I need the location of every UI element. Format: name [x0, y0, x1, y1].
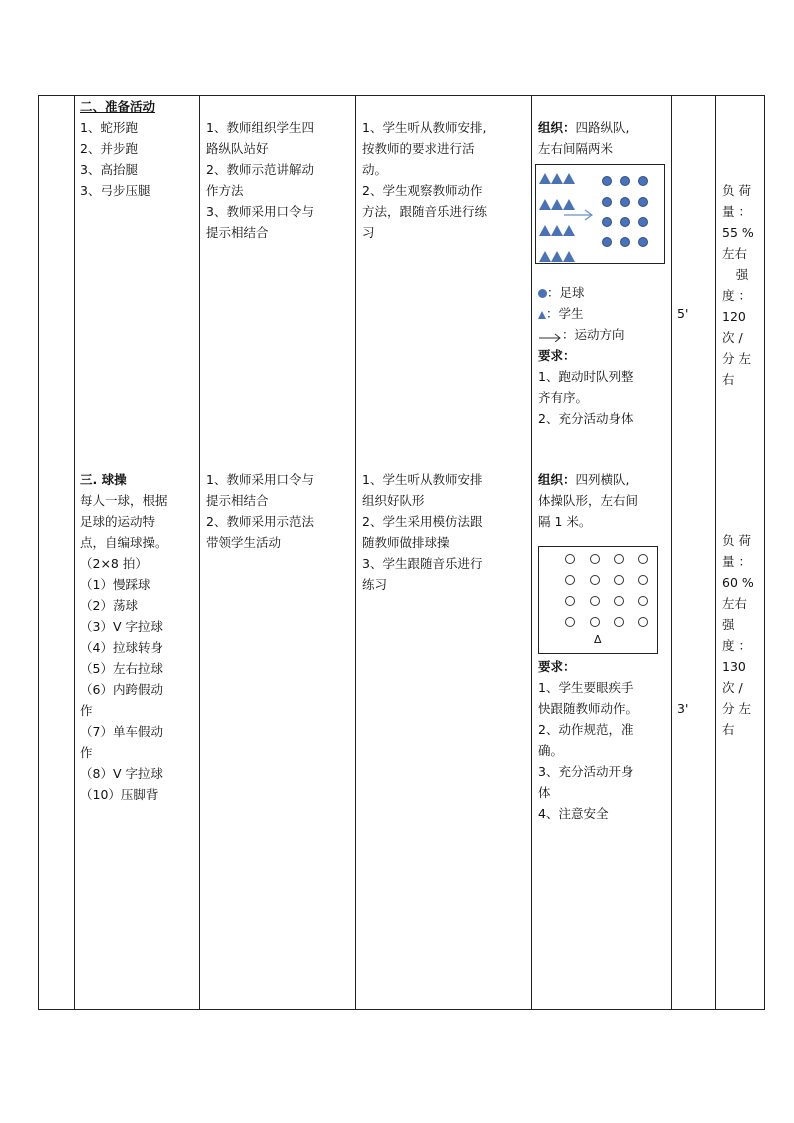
text-line: 分 左	[722, 351, 751, 366]
column-divider	[199, 96, 200, 1009]
text-line: 组织好队形	[362, 493, 425, 508]
text-line: 体	[538, 785, 551, 800]
list-item: （1）慢踩球	[80, 577, 151, 592]
text-line: 点，自编球操。	[80, 535, 168, 550]
org-label: 组织：	[538, 472, 576, 487]
legend-arrow: ：运动方向	[562, 327, 625, 342]
text-line: 快跟随教师动作。	[538, 701, 639, 716]
list-item: （6）内跨假动	[80, 682, 163, 697]
text-line: 负 荷	[722, 533, 751, 548]
text-line: 3、教师采用口令与	[206, 204, 314, 219]
section3-student	[362, 469, 527, 595]
ball-icon	[614, 554, 624, 564]
column-divider	[531, 96, 532, 1009]
column-divider	[355, 96, 356, 1009]
ball-icon	[565, 554, 575, 564]
text-line: 随教师做排球操	[362, 535, 450, 550]
list-item: 1、蛇形跑	[80, 120, 138, 135]
text-line: 2、教师采用示范法	[206, 514, 314, 529]
ball-icon	[602, 197, 612, 207]
text-line: 提示相结合	[206, 225, 269, 240]
org-text: 左右间隔两米	[538, 141, 614, 156]
text-line: 3、充分活动开身	[538, 764, 634, 779]
requirements-label: 要求：	[538, 659, 576, 674]
text-line: 4、注意安全	[538, 806, 609, 821]
column-divider	[74, 96, 75, 1009]
text-line: 度 ：	[722, 638, 751, 653]
section3-heading: 三. 球操	[80, 472, 127, 487]
text-line: 55 %	[722, 225, 754, 240]
formation-diagram	[535, 164, 665, 264]
column-divider	[715, 96, 716, 1009]
list-item: 作	[80, 703, 93, 718]
section3-org-requirements	[538, 656, 668, 824]
text-line: 路纵队站好	[206, 141, 269, 156]
text-line: 1、学生听从教师安排,	[362, 120, 487, 135]
text-line: 量 ：	[722, 554, 751, 569]
text-line: 每人一球，根据	[80, 493, 168, 508]
list-item: （3）V 字拉球	[80, 619, 163, 634]
legend-ball: ：足球	[547, 285, 585, 300]
text-line: 1、教师采用口令与	[206, 472, 314, 487]
text-line: 负 荷	[722, 183, 751, 198]
text-line: 方法，跟随音乐进行练	[362, 204, 488, 219]
text-line: 3、学生跟随音乐进行	[362, 556, 483, 571]
ball-icon	[638, 617, 648, 627]
text-line: 1、学生要眼疾手	[538, 680, 634, 695]
arrow-right-icon	[538, 330, 562, 342]
ball-icon	[590, 575, 600, 585]
section3-time: 3'	[677, 701, 689, 716]
text-line: 强	[735, 267, 749, 282]
text-line: 右	[722, 372, 735, 387]
ball-icon	[638, 596, 648, 606]
ball-icon	[620, 237, 630, 247]
text-line: 2、动作规范，准	[538, 722, 634, 737]
text-line: 按教师的要求进行活	[362, 141, 475, 156]
ball-icon	[638, 237, 648, 247]
org-text: 四路纵队,	[575, 120, 630, 135]
section2-load	[722, 180, 762, 390]
text-line: 强	[722, 617, 735, 632]
text-line: 次 /	[722, 330, 743, 345]
list-item: （10）压脚背	[80, 787, 159, 802]
section2-content	[80, 96, 195, 201]
section2-org-title	[538, 117, 668, 159]
text-line: 左右	[722, 246, 748, 261]
text-line: 2、充分活动身体	[538, 411, 634, 426]
text-line: 1、学生听从教师安排	[362, 472, 483, 487]
text-line: 60 %	[722, 575, 754, 590]
student-icon	[538, 311, 546, 319]
org-label: 组织：	[538, 120, 576, 135]
ball-icon	[614, 575, 624, 585]
section2-student	[362, 117, 527, 243]
text-line: 2、教师示范讲解动	[206, 162, 314, 177]
ball-icon	[638, 197, 648, 207]
ball-icon	[638, 176, 648, 186]
ball-icon	[602, 237, 612, 247]
text-line: 作方法	[206, 183, 244, 198]
requirements-label: 要求：	[538, 348, 576, 363]
text-line: 次 /	[722, 680, 743, 695]
list-item: （2）荡球	[80, 598, 138, 613]
ball-icon	[565, 575, 575, 585]
section2-teacher	[206, 117, 348, 243]
ball-icon	[638, 575, 648, 585]
org-text: 四列横队,	[575, 472, 630, 487]
text-line: 1、跑动时队列整	[538, 369, 634, 384]
list-item: （8）V 字拉球	[80, 766, 163, 781]
section2-heading: 二、准备活动	[80, 99, 156, 114]
list-item: 2、并步跑	[80, 141, 138, 156]
text-line: （2×8 拍）	[80, 556, 148, 571]
org-text: 隔 1 米。	[538, 514, 592, 529]
formation-diagram	[538, 546, 658, 654]
ball-icon	[620, 197, 630, 207]
list-item: （4）拉球转身	[80, 640, 163, 655]
ball-icon	[590, 617, 600, 627]
ball-icon	[590, 554, 600, 564]
text-line: 左右	[722, 596, 748, 611]
ball-icon	[590, 596, 600, 606]
ball-icon	[638, 554, 648, 564]
text-line: 2、学生观察教师动作	[362, 183, 483, 198]
section3-content	[80, 469, 198, 805]
section2-org-legend	[538, 282, 668, 429]
text-line: 动。	[362, 162, 388, 177]
list-item: 作	[80, 745, 93, 760]
ball-icon	[620, 176, 630, 186]
org-text: 体操队形，左右间	[538, 493, 639, 508]
text-line: 分 左	[722, 701, 751, 716]
text-line: 带领学生活动	[206, 535, 282, 550]
ball-icon	[638, 217, 648, 227]
ball-icon	[602, 176, 612, 186]
section3-org-title	[538, 469, 668, 532]
section3-teacher	[206, 469, 348, 553]
legend-student: ：学生	[546, 306, 584, 321]
text-line: 齐有序。	[538, 390, 589, 405]
text-line: 130	[722, 659, 746, 674]
list-item: 3、弓步压腿	[80, 183, 151, 198]
column-divider	[671, 96, 672, 1009]
text-line: 练习	[362, 577, 388, 592]
ball-icon	[614, 617, 624, 627]
text-line: 足球的运动特	[80, 514, 156, 529]
list-item: （7）单车假动	[80, 724, 163, 739]
text-line: 右	[722, 722, 735, 737]
section3-load	[722, 530, 762, 740]
text-line: 习	[362, 225, 375, 240]
list-item: 3、高抬腿	[80, 162, 138, 177]
ball-icon	[602, 217, 612, 227]
text-line: 确。	[538, 743, 564, 758]
ball-icon	[565, 617, 575, 627]
ball-icon	[565, 596, 575, 606]
text-line: 120	[722, 309, 746, 324]
text-line: 2、学生采用模仿法跟	[362, 514, 483, 529]
ball-icon	[538, 289, 547, 298]
text-line: 1、教师组织学生四	[206, 120, 314, 135]
section2-time: 5'	[677, 306, 689, 321]
teacher-position-icon: Δ	[594, 633, 602, 646]
ball-icon	[614, 596, 624, 606]
list-item: （5）左右拉球	[80, 661, 163, 676]
text-line: 量 ：	[722, 204, 751, 219]
text-line: 度 ：	[722, 288, 751, 303]
text-line: 提示相结合	[206, 493, 269, 508]
ball-icon	[620, 217, 630, 227]
